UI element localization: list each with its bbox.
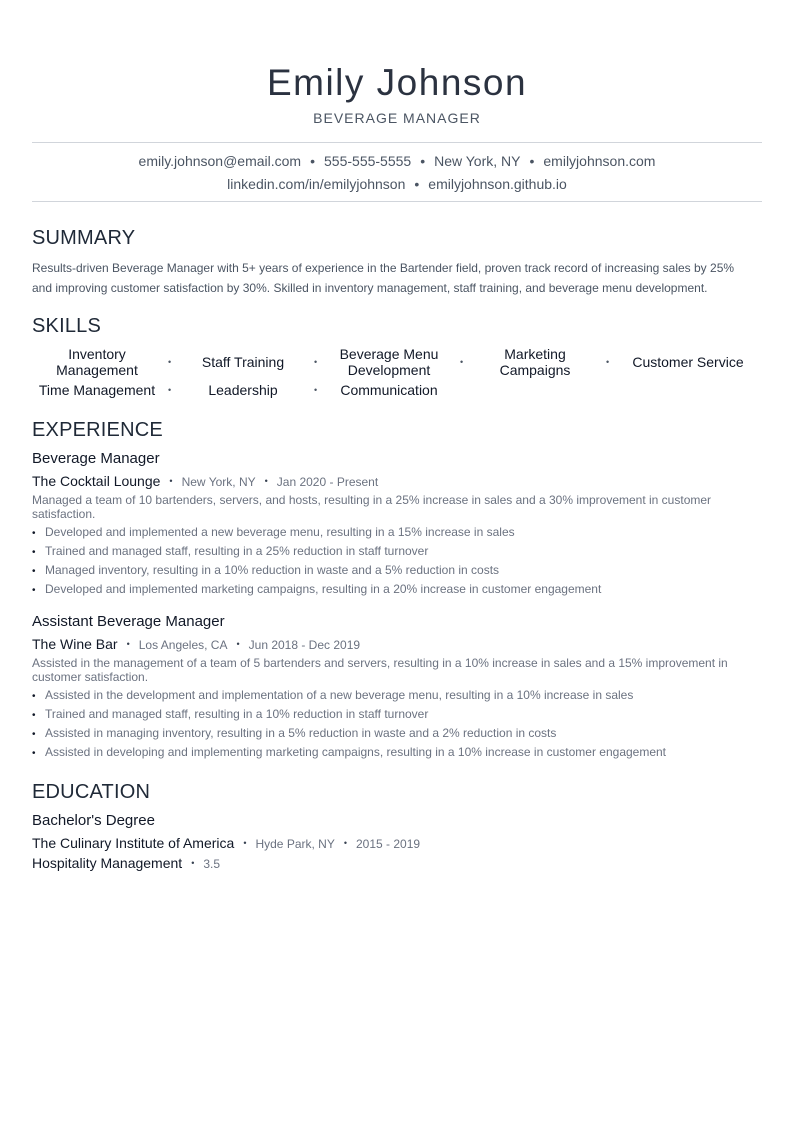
candidate-title: BEVERAGE MANAGER (313, 110, 481, 126)
bullet-text: Trained and managed staff, resulting in a 10% reduction in staff turnover (45, 707, 429, 721)
contact-github[interactable]: emilyjohnson.github.io (428, 176, 567, 192)
bullet-marker: • (32, 748, 36, 759)
list-item (32, 544, 757, 563)
education-meta (32, 835, 420, 851)
list-item (32, 745, 757, 764)
skill-item: Beverage Menu Development (339, 346, 439, 378)
job-location: Los Angeles, CA (138, 638, 228, 652)
skill-item: Marketing Campaigns (499, 346, 571, 378)
meta-separator: • (243, 838, 247, 848)
candidate-name: Emily Johnson (266, 62, 528, 103)
bullet-text: Developed and implemented a new beverage menu, resulting in a 15% increase in sales (45, 525, 515, 539)
skills-heading: SKILLS (32, 315, 102, 337)
bullet-marker: • (32, 566, 36, 577)
bullet-marker: • (32, 691, 36, 702)
skill-item: Time Management (38, 382, 156, 398)
job-description: Assisted in the management of a team of 5 bartenders and servers, resulting in a 10% increase in sales and a 15% improvement in customer satisfaction. (32, 656, 728, 684)
contact-phone[interactable]: 555-555-5555 (324, 153, 412, 169)
job-location: New York, NY (181, 475, 256, 489)
bullet-text: Developed and implemented marketing campaigns, resulting in a 20% increase in customer engagement (45, 582, 602, 596)
degree-title: Bachelor's Degree (32, 812, 155, 829)
skill-separator: • (314, 357, 318, 367)
job-title: Assistant Beverage Manager (32, 613, 225, 630)
list-item (32, 582, 757, 601)
bullet-text: Assisted in the development and implementation of a new beverage menu, resulting in a 10% increase in sales (45, 688, 634, 702)
education-dates: 2015 - 2019 (355, 837, 421, 851)
skill-item: Staff Training (201, 354, 285, 370)
list-item (32, 726, 757, 745)
meta-separator: • (169, 476, 173, 486)
education-field-line (32, 855, 220, 871)
bullet-text: Assisted in managing inventory, resulting in a 5% reduction in waste and a 2% reduction in costs (45, 726, 557, 740)
education-heading: EDUCATION (32, 781, 151, 803)
job-dates: Jan 2020 - Present (276, 475, 379, 489)
contact-separator: • (310, 153, 316, 169)
meta-separator: • (343, 838, 347, 848)
contact-location: New York, NY (434, 153, 521, 169)
contact-website[interactable]: emilyjohnson.com (543, 153, 656, 169)
skill-separator: • (606, 357, 610, 367)
skill-item: Leadership (208, 382, 278, 398)
meta-separator: • (236, 639, 240, 649)
summary-text: Results-driven Beverage Manager with 5+ years of experience in the Bartender field, proven track record of increasing sales by 25% and improving customer satisfaction by 30%. Skilled in inventory management, staff training, and beverage menu development. (32, 261, 735, 295)
list-item (32, 525, 757, 544)
bullet-text: Assisted in developing and implementing marketing campaigns, resulting in a 10% increase in customer engagement (45, 745, 667, 759)
skill-item: Customer Service (632, 354, 744, 370)
meta-separator: • (191, 858, 195, 868)
skills-row-2 (32, 373, 762, 407)
list-item (32, 563, 757, 582)
education-field: Hospitality Management (32, 855, 183, 871)
job-bullets (32, 688, 757, 764)
job-company: The Wine Bar (32, 636, 118, 652)
bullet-marker: • (32, 547, 36, 558)
skill-item: Communication (340, 382, 438, 398)
job-bullets (32, 525, 757, 601)
summary-heading: SUMMARY (32, 227, 136, 249)
contact-line-secondary (32, 176, 762, 192)
bullet-marker: • (32, 528, 36, 539)
education-gpa: 3.5 (203, 857, 221, 871)
contact-line-primary (32, 153, 762, 169)
job-meta (32, 473, 378, 489)
header-divider-bottom (32, 201, 762, 202)
contact-separator: • (420, 153, 426, 169)
skill-separator: • (314, 385, 318, 395)
job-title: Beverage Manager (32, 450, 160, 467)
list-item (32, 688, 757, 707)
skill-separator: • (460, 357, 464, 367)
job-description: Managed a team of 10 bartenders, servers, and hosts, resulting in a 25% increase in sales and a 30% improvement in customer satisfaction. (32, 493, 712, 521)
school-name: The Culinary Institute of America (32, 835, 235, 851)
contact-separator: • (529, 153, 535, 169)
list-item (32, 707, 757, 726)
contact-separator: • (414, 176, 420, 192)
school-location: Hyde Park, NY (255, 837, 335, 851)
contact-email[interactable]: emily.johnson@email.com (138, 153, 302, 169)
meta-separator: • (126, 639, 130, 649)
skill-separator: • (168, 385, 172, 395)
bullet-text: Trained and managed staff, resulting in a 25% reduction in staff turnover (45, 544, 429, 558)
bullet-marker: • (32, 729, 36, 740)
header-divider-top (32, 142, 762, 143)
meta-separator: • (264, 476, 268, 486)
bullet-text: Managed inventory, resulting in a 10% reduction in waste and a 5% reduction in costs (45, 563, 500, 577)
contact-linkedin[interactable]: linkedin.com/in/emilyjohnson (227, 176, 406, 192)
job-dates: Jun 2018 - Dec 2019 (248, 638, 361, 652)
bullet-marker: • (32, 710, 36, 721)
job-company: The Cocktail Lounge (32, 473, 161, 489)
bullet-marker: • (32, 585, 36, 596)
job-meta (32, 636, 360, 652)
skill-item: Inventory Management (56, 346, 138, 378)
experience-heading: EXPERIENCE (32, 419, 163, 441)
skill-separator: • (168, 357, 172, 367)
